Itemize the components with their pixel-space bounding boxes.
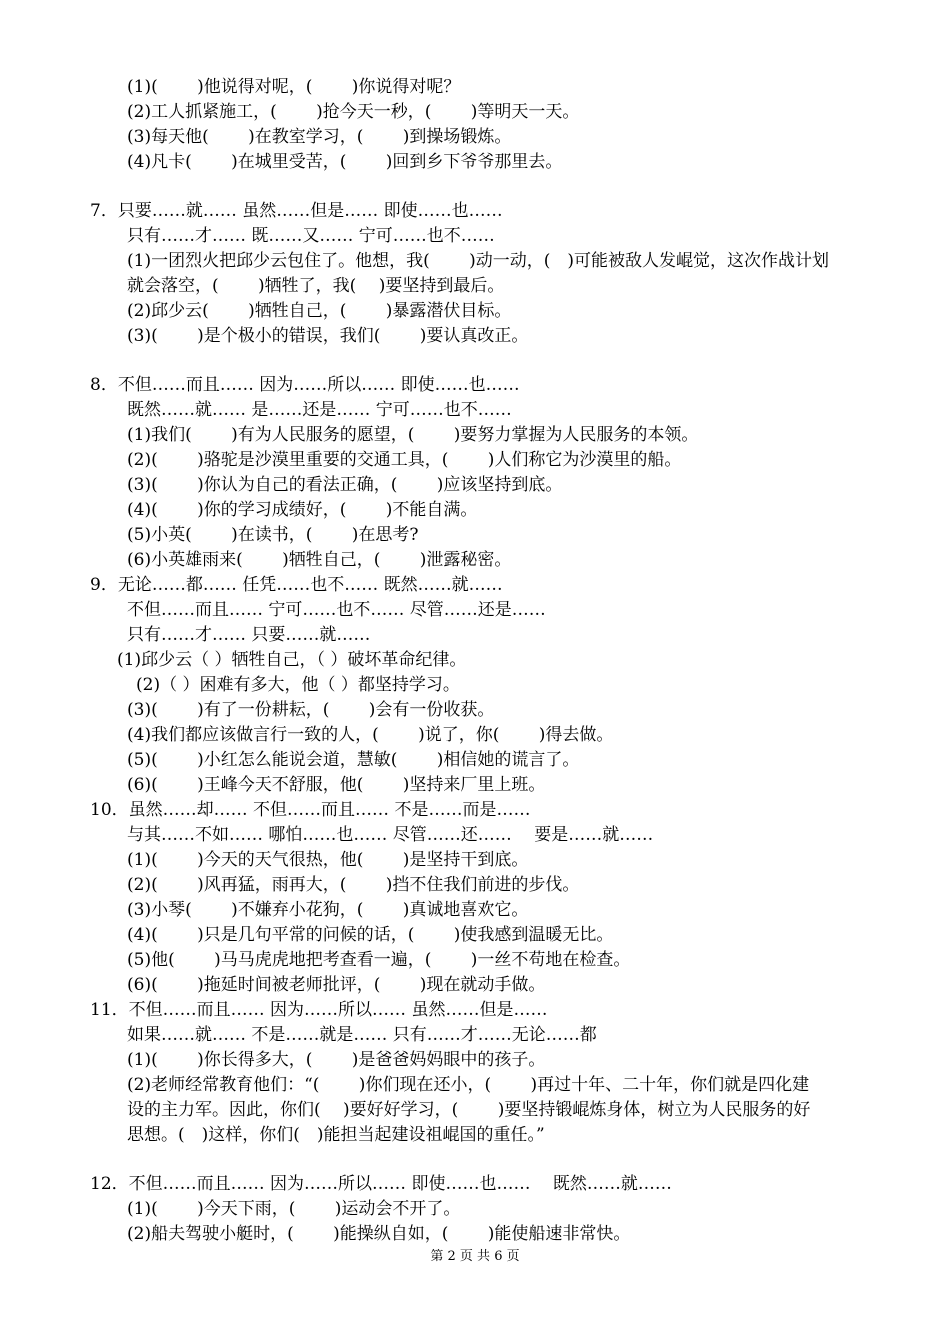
page-footer: 第 2 页 共 6 页 bbox=[430, 1249, 520, 1264]
text-line: 12．不但……而且…… 因为……所以…… 即使……也…… 既然……就…… bbox=[90, 1174, 672, 1194]
text-line: 11．不但……而且…… 因为……所以…… 虽然……但是…… bbox=[90, 1000, 548, 1020]
text-line: (2)老师经常教育他们：“( )你们现在还小，( )再过十年、二十年，你们就是四化建 bbox=[127, 1075, 810, 1095]
text-line: (1)( )今天下雨，( )运动会不开了。 bbox=[127, 1199, 461, 1219]
text-line: 9．无论……都…… 任凭……也不…… 既然……就…… bbox=[90, 575, 503, 595]
text-line: (1)我们( )有为人民服务的愿望，( )要努力掌握为人民服务的本领。 bbox=[127, 425, 699, 445]
text-line: (1)( )你长得多大，( )是爸爸妈妈眼中的孩子。 bbox=[127, 1050, 546, 1070]
text-line: (2)邱少云( )牺牲自己，( )暴露潜伏目标。 bbox=[127, 301, 512, 321]
text-line: (3)每天他( )在教室学习，( )到操场锻炼。 bbox=[127, 127, 512, 147]
text-line: 10．虽然……却…… 不但……而且…… 不是……而是…… bbox=[90, 800, 531, 820]
text-line: (5)他( )马马虎虎地把考查看一遍，( )一丝不苟地在检查。 bbox=[127, 950, 631, 970]
text-line: (5)( )小红怎么能说会道，慧敏( )相信她的谎言了。 bbox=[127, 750, 580, 770]
text-line: (1)一团烈火把邱少云包住了。他想，我( )动一动，( )可能被敌人发崐觉，这次作战计划 bbox=[127, 251, 830, 271]
text-line: (6)( )王峰今天不舒服，他( )坚持来厂里上班。 bbox=[127, 775, 546, 795]
text-line: 如果……就…… 不是……就是…… 只有……才……无论……都 bbox=[127, 1025, 597, 1045]
text-line: (2)工人抓紧施工，( )抢今天一秒，( )等明天一天。 bbox=[127, 102, 580, 122]
text-line: (6)( )拖延时间被老师批评，( )现在就动手做。 bbox=[127, 975, 546, 995]
text-line: 设的主力军。因此，你们( )要好好学习，( )要坚持锻崐炼身体，树立为人民服务的好 bbox=[127, 1100, 811, 1120]
text-line: (3)( )你认为自己的看法正确，( )应该坚持到底。 bbox=[127, 475, 563, 495]
text-line: 7．只要……就…… 虽然……但是…… 即使……也…… bbox=[90, 201, 503, 221]
text-line: 只有……才…… 既……又…… 宁可……也不…… bbox=[127, 226, 495, 246]
text-line: 只有……才…… 只要……就…… bbox=[127, 625, 371, 645]
text-line: (5)小英( )在读书，( )在思考? bbox=[127, 525, 419, 545]
text-line: (6)小英雄雨来( )牺牲自己，( )泄露秘密。 bbox=[127, 550, 512, 570]
text-line: 既然……就…… 是……还是…… 宁可……也不…… bbox=[127, 400, 512, 420]
text-line: (3)小琴( )不嫌弃小花狗，( )真诚地喜欢它。 bbox=[127, 900, 529, 920]
text-line: (2)( )风再猛，雨再大，( )挡不住我们前进的步伐。 bbox=[127, 875, 580, 895]
text-line: 不但……而且…… 宁可……也不…… 尽管……还是…… bbox=[127, 600, 546, 620]
text-line: (4)我们都应该做言行一致的人，( )说了，你( )得去做。 bbox=[127, 725, 614, 745]
text-line: (2)( )骆驼是沙漠里重要的交通工具，( )人们称它为沙漠里的船。 bbox=[127, 450, 682, 470]
text-line: 与其……不如…… 哪怕……也…… 尽管……还…… 要是……就…… bbox=[127, 825, 654, 845]
text-line: (1)( )今天的天气很热，他( )是坚持干到底。 bbox=[127, 850, 529, 870]
text-line: (4)( )只是几句平常的问候的话，( )使我感到温暖无比。 bbox=[127, 925, 614, 945]
text-line: (3)( )是个极小的错误，我们( )要认真改正。 bbox=[127, 326, 529, 346]
text-line: (4)凡卡( )在城里受苦，( )回到乡下爷爷那里去。 bbox=[127, 152, 563, 172]
text-line: (1)邱少云（ ）牺牲自己，（ ）破坏革命纪律。 bbox=[117, 650, 467, 670]
text-line: 思想。( )这样，你们( )能担当起建设祖崐国的重任。” bbox=[127, 1125, 545, 1145]
text-line: (4)( )你的学习成绩好，( )不能自满。 bbox=[127, 500, 478, 520]
text-line: (2)船夫驾驶小艇时，( )能操纵自如，( )能使船速非常快。 bbox=[127, 1224, 631, 1244]
text-line: (2)（ ）困难有多大，他（ ）都坚持学习。 bbox=[136, 675, 460, 695]
text-line: 就会落空，( )牺牲了，我( )要坚持到最后。 bbox=[127, 276, 505, 296]
text-line: (1)( )他说得对呢，( )你说得对呢？ bbox=[127, 77, 461, 97]
text-line: (3)( )有了一份耕耘，( )会有一份收获。 bbox=[127, 700, 495, 720]
text-line: 8．不但……而且…… 因为……所以…… 即使……也…… bbox=[90, 375, 520, 395]
